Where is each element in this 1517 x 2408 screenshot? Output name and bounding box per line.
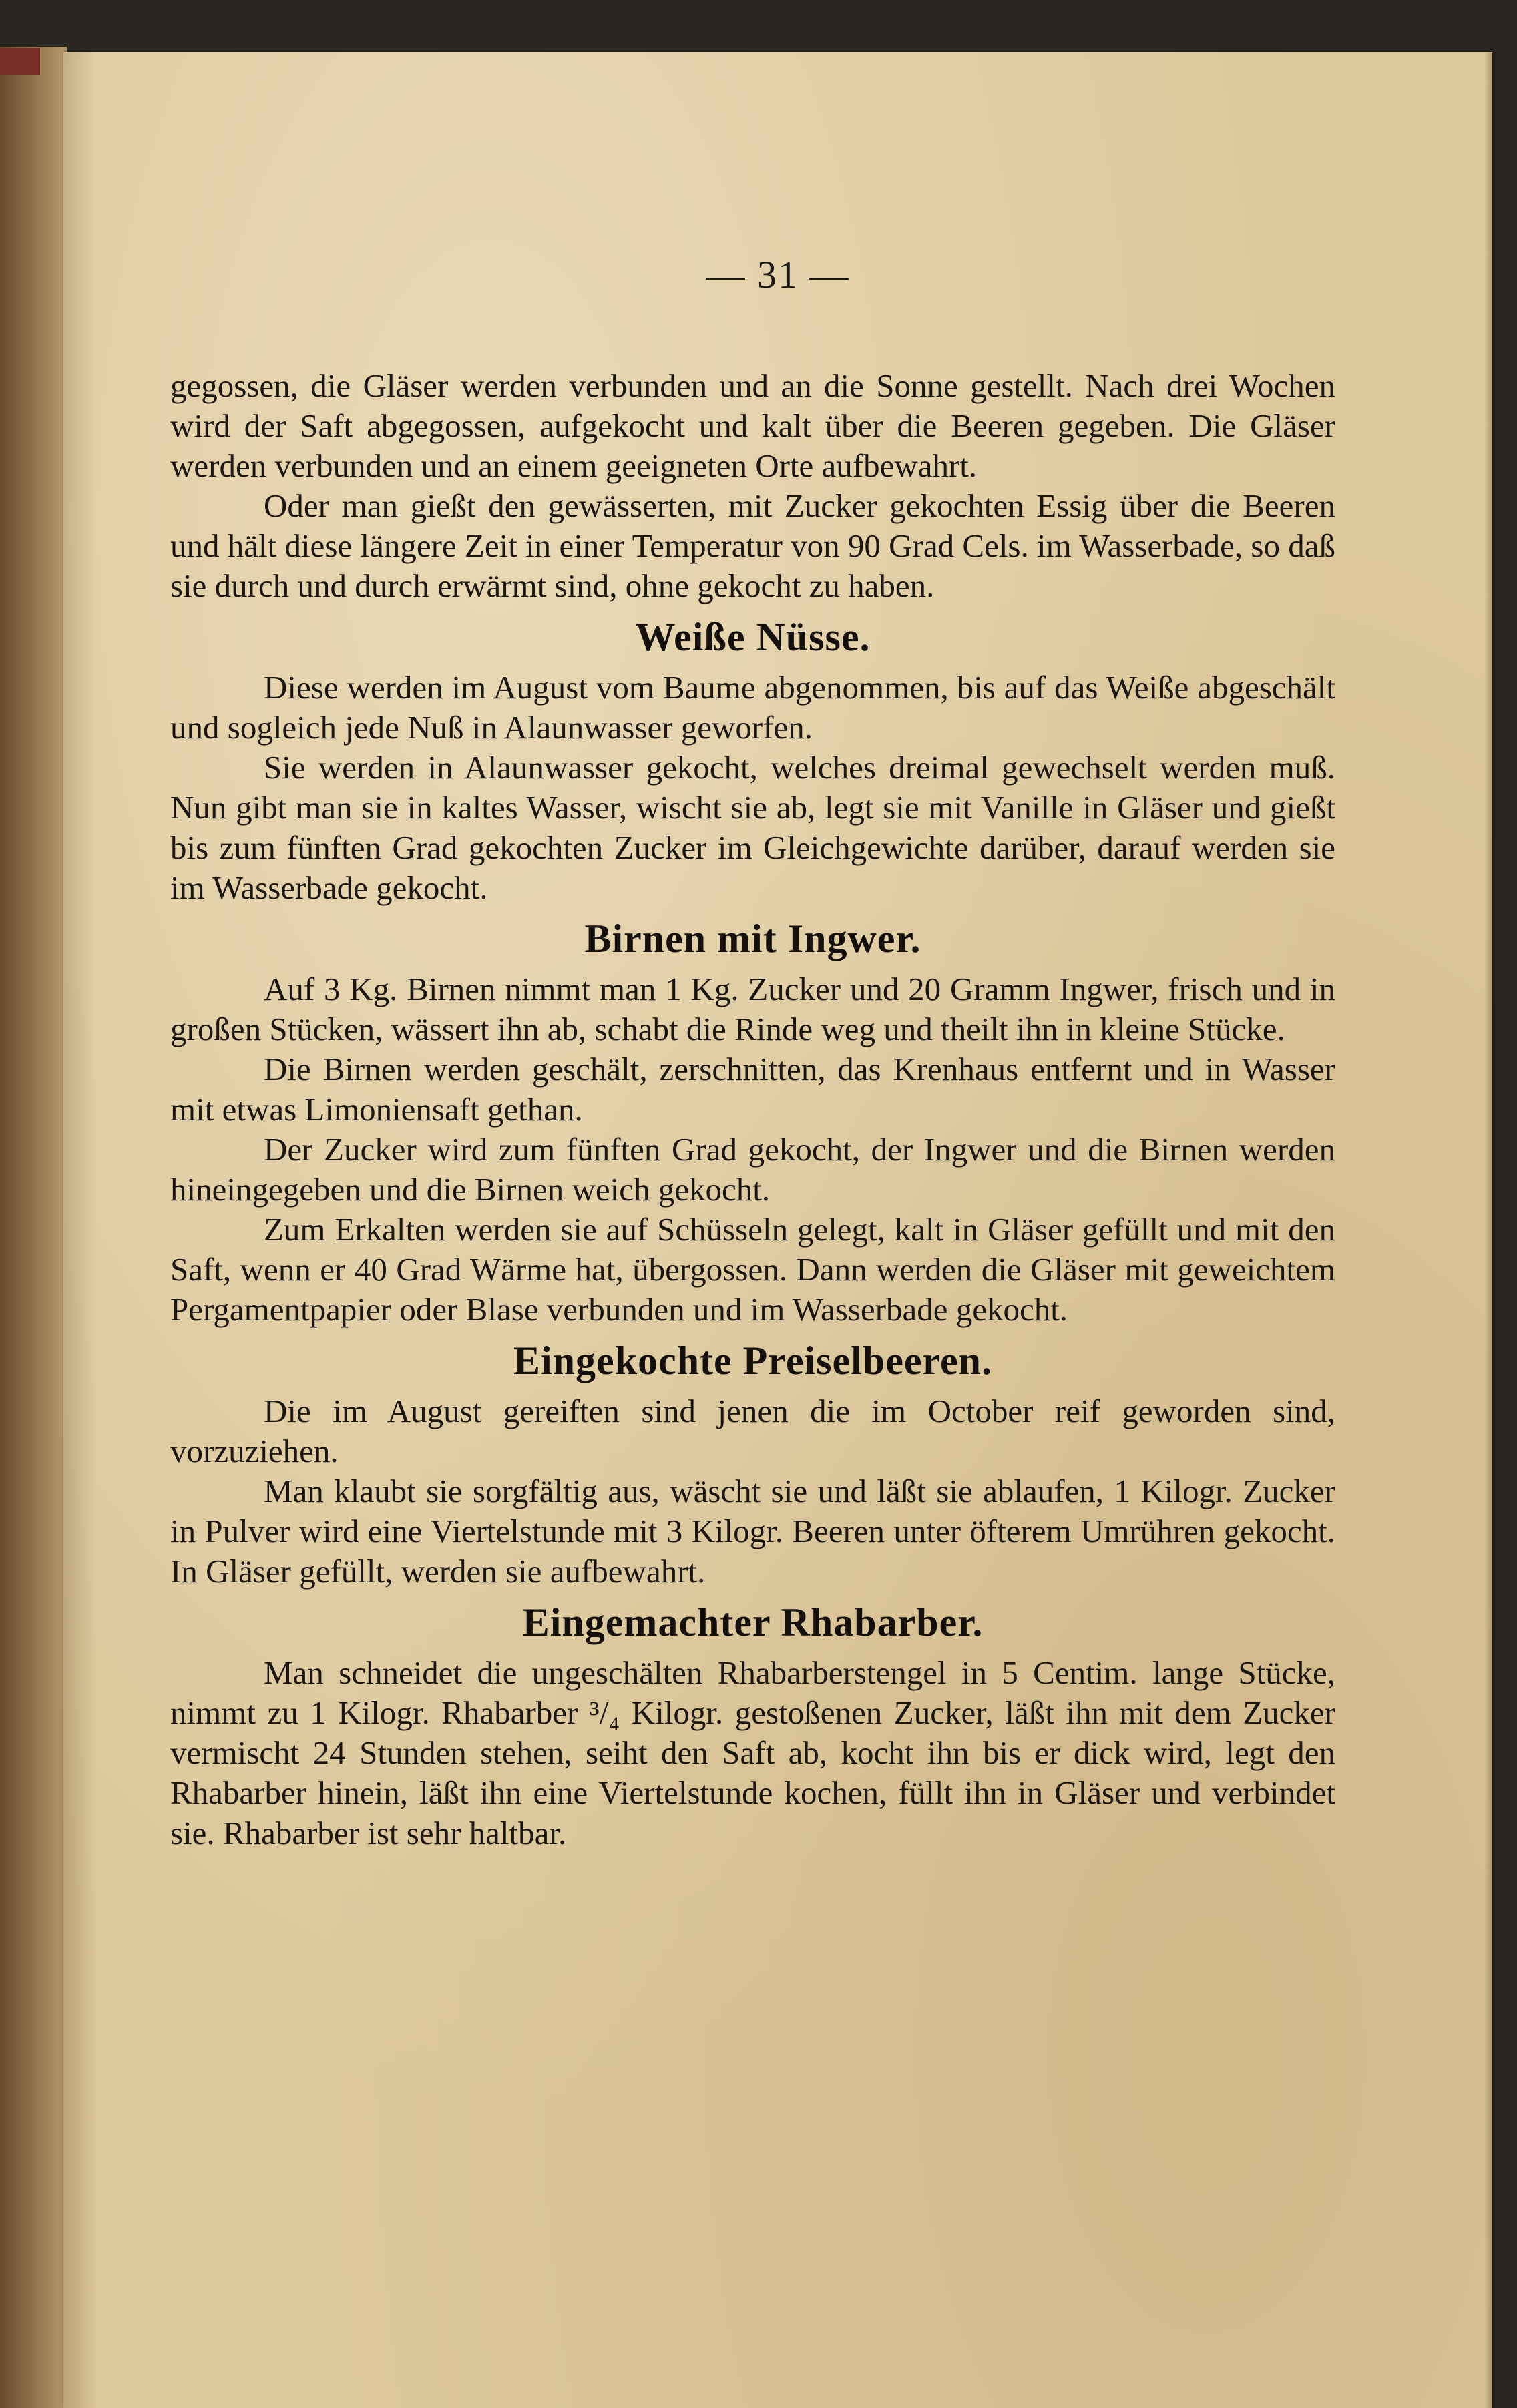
paragraph: Die im August gereiften sind jenen die im October reif geworden sind, vorzuziehen. (170, 1393, 1335, 1469)
heading-birnen-mit-ingwer: Birnen mit Ingwer. (584, 917, 921, 961)
heading-eingemachter-rhabarber: Eingemachter Rhabarber. (522, 1600, 984, 1644)
page-edge-shadow (1484, 52, 1492, 2408)
page-sheet (63, 52, 1492, 2408)
paragraph: Diese werden im August vom Baume abgenommen, bis auf das Weiße abgeschält und sogleich jede Nuß in Alaunwasser geworfen. (170, 669, 1335, 746)
paragraph: Der Zucker wird zum fünften Grad gekocht, der Ingwer und die Birnen werden hineingegeben und die Birnen weich gekocht. (170, 1131, 1335, 1208)
book-spine (0, 47, 67, 2408)
paragraph-continuation: gegossen, die Gläser werden verbunden und an die Sonne gestellt. Nach drei Wochen wird der Saft abgegossen, aufgekocht und kalt über die Beeren gegeben. Die Gläser werden verbunden und an einem geeigneten Orte aufbewahrt. (170, 367, 1335, 484)
paragraph: Man schneidet die ungeschälten Rhabarberstengel in 5 Centim. lange Stücke, nimmt zu 1 Kilogr. Rhabarber ³/₄ Kilogr. gestoßenen Zucker, läßt ihn mit dem Zucker vermischt 24 Stunden stehen, seiht den Saft ab, kocht ihn bis er dick wird, legt den Rhabarber hinein, läßt ihn eine Viertelstunde kochen, füllt ihn in Gläser und verbindet sie. Rhabarber ist sehr haltbar. (170, 1654, 1335, 1851)
paragraph: Die Birnen werden geschält, zerschnitten, das Krenhaus entfernt und in Wasser mit etwas Limoniensaft gethan. (170, 1051, 1335, 1128)
paragraph: Sie werden in Alaunwasser gekocht, welches dreimal gewechselt werden muß. Nun gibt man sie in kaltes Wasser, wischt sie ab, legt sie mit Vanille in Gläser und gießt bis zum fünften Grad gekochten Zucker im Gleichgewichte darüber, darauf werden sie im Wasserbade gekocht. (170, 749, 1335, 906)
paragraph: Oder man gießt den gewässerten, mit Zucker gekochten Essig über die Beeren und hält diese längere Zeit in einer Temperatur von 90 Grad Cels. im Wasserbade, so daß sie durch und durch erwärmt sind, ohne gekocht zu haben. (170, 487, 1335, 604)
paragraph: Auf 3 Kg. Birnen nimmt man 1 Kg. Zucker und 20 Gramm Ingwer, frisch und in großen Stücken, wässert ihn ab, schabt die Rinde weg und theilt ihn in kleine Stücke. (170, 971, 1335, 1047)
heading-eingekochte-preiselbeeren: Eingekochte Preiselbeeren. (513, 1339, 992, 1383)
body-text (170, 366, 1335, 1853)
paragraph: Zum Erkalten werden sie auf Schüsseln gelegt, kalt in Gläser gefüllt und mit den Saft, wenn er 40 Grad Wärme hat, übergossen. Dann werden die Gläser mit geweichtem Pergamentpapier oder Blase verbunden und im Wasserbade gekocht. (170, 1211, 1335, 1328)
heading-weisse-nuesse: Weiße Nüsse. (635, 615, 871, 659)
binding-mark (0, 48, 40, 75)
page-number: — 31 — (706, 253, 850, 296)
paragraph: Man klaubt sie sorgfältig aus, wäscht sie und läßt sie ablaufen, 1 Kilogr. Zucker in Pulver wird eine Viertelstunde mit 3 Kilogr. Beeren unter öfterem Umrühren gekocht. In Gläser gefüllt, werden sie aufbewahrt. (170, 1473, 1335, 1590)
